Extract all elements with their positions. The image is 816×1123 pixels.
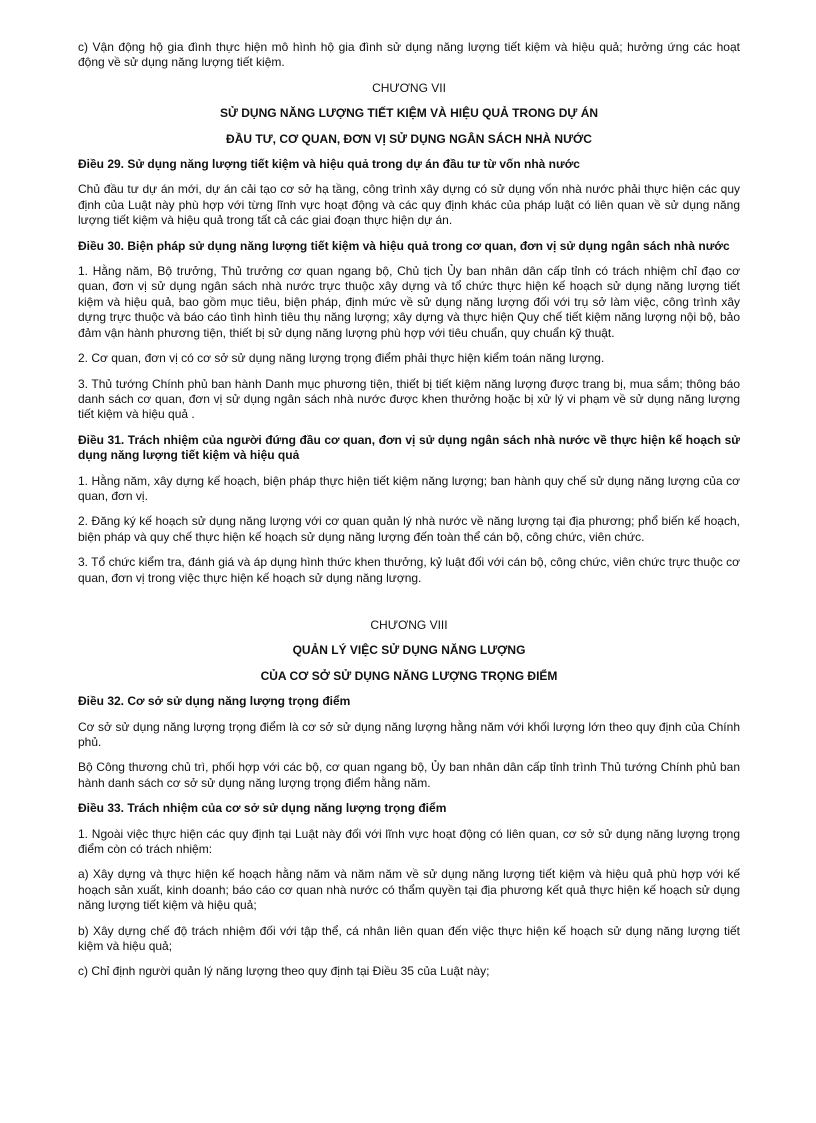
chapter-vii-title-line1: SỬ DỤNG NĂNG LƯỢNG TIẾT KIỆM VÀ HIỆU QUẢ TRONG DỰ ÁN: [219, 106, 599, 121]
article-29-paragraph: Chủ đầu tư dự án mới, dự án cải tạo cơ sở hạ tầng, công trình xây dựng có sử dụng vốn nhà nước phải thực hiện các quy định của Luật này phù hợp với từng lĩnh vực hoạt động và các quy định khác của pháp luật có liên quan về sử dụng năng lượng tiết kiệm và hiệu quả trong tất cả các giai đoạn thực hiện dự án.: [78, 182, 740, 228]
article-31-clause-1: 1. Hằng năm, xây dựng kế hoạch, biện pháp thực hiện tiết kiệm năng lượng; ban hành quy chế sử dụng năng lượng của cơ quan, đơn vị.: [78, 473, 740, 503]
article-30-clause-1: 1. Hằng năm, Bộ trưởng, Thủ trưởng cơ quan ngang bộ, Chủ tịch Ủy ban nhân dân cấp tỉnh có trách nhiệm chỉ đạo cơ quan, đơn vị sử dụng ngân sách nhà nước trực thuộc xây dựng và tổ chức thực hiện kế hoạch sử dụng năng lượng tiết kiệm và hiệu quả, bao gồm mục tiêu, biện pháp, định mức về sử dụng năng lượng đối với trụ sở làm việc, công trình xây dựng trực thuộc và báo cáo tình hình tiêu thụ năng lượng; xây dựng và thực hiện Quy chế tiết kiệm năng lượng nội bộ, bảo đảm vận hành phương tiện, thiết bị sử dụng năng lượng phù hợp với tiêu chuẩn, quy chuẩn kỹ thuật.: [78, 264, 740, 340]
article-33-heading: Điều 33. Trách nhiệm của cơ sở sử dụng năng lượng trọng điểm: [78, 801, 447, 816]
article-33-point-b: b) Xây dựng chế độ trách nhiệm đối với tập thể, cá nhân liên quan đến việc thực hiện kế hoạch sử dụng năng lượng tiết kiệm và hiệu quả;: [78, 923, 740, 954]
article-32-paragraph-1: Cơ sở sử dụng năng lượng trọng điểm là cơ sở sử dụng năng lượng hằng năm với khối lượng lớn theo quy định của Chính phủ.: [78, 719, 740, 749]
article-32-heading: Điều 32. Cơ sở sử dụng năng lượng trọng điểm: [78, 694, 351, 709]
article-33-point-c: c) Chỉ định người quản lý năng lượng theo quy định tại Điều 35 của Luật này;: [78, 964, 490, 979]
article-31-clause-3: 3. Tổ chức kiểm tra, đánh giá và áp dụng hình thức khen thưởng, kỷ luật đối với cán bộ, công chức, viên chức trực thuộc cơ quan, đơn vị trong việc thực hiện kế hoạch sử dụng năng lượng.: [78, 555, 740, 585]
article-33-point-a: a) Xây dựng và thực hiện kế hoạch hằng năm và năm năm về sử dụng năng lượng tiết kiệm và hiệu quả phù hợp với kế hoạch sản xuất, kinh doanh; báo cáo cơ quan nhà nước có thẩm quyền tại địa phương kết quả thực hiện kế hoạch sử dụng năng lượng tiết kiệm và hiệu quả;: [78, 867, 740, 913]
article-30-heading: Điều 30. Biện pháp sử dụng năng lượng tiết kiệm và hiệu quả trong cơ quan, đơn vị sử dụng ngân sách nhà nước: [78, 238, 730, 253]
article-30-clause-3: 3. Thủ tướng Chính phủ ban hành Danh mục phương tiện, thiết bị tiết kiệm năng lượng được trang bị, mua sắm; thông báo danh sách cơ quan, đơn vị sử dụng ngân sách nhà nước được khen thưởng hoặc bị xử lý vi phạm về sử dụng năng lượng tiết kiệm và hiệu quả .: [78, 376, 740, 422]
article-31-clause-2: 2. Đăng ký kế hoạch sử dụng năng lượng với cơ quan quản lý nhà nước về năng lượng tại địa phương; phổ biến kế hoạch, biện pháp và quy chế thực hiện kế hoạch sử dụng năng lượng đến toàn thể cán bộ, công chức, viên chức.: [78, 514, 740, 544]
intro-paragraph: c) Vận động hộ gia đình thực hiện mô hình hộ gia đình sử dụng năng lượng tiết kiệm và hiệu quả; hưởng ứng các hoạt động về sử dụng năng lượng tiết kiệm.: [78, 40, 740, 70]
section-spacer: [78, 596, 740, 618]
chapter-viii-title-line1: QUẢN LÝ VIỆC SỬ DỤNG NĂNG LƯỢNG: [292, 643, 526, 658]
article-32-paragraph-2: Bộ Công thương chủ trì, phối hợp với các bộ, cơ quan ngang bộ, Ủy ban nhân dân cấp tỉnh trình Thủ tướng Chính phủ ban hành danh sách cơ sở sử dụng năng lượng trọng điểm hằng năm.: [78, 760, 740, 790]
article-31-heading: Điều 31. Trách nhiệm của người đứng đầu cơ quan, đơn vị sử dụng ngân sách nhà nước về thực hiện kế hoạch sử dụng năng lượng tiết kiệm và hiệu quả: [78, 432, 740, 463]
chapter-vii-title-line2: ĐẦU TƯ, CƠ QUAN, ĐƠN VỊ SỬ DỤNG NGÂN SÁCH NHÀ NƯỚC: [226, 131, 592, 146]
article-30-clause-2: 2. Cơ quan, đơn vị có cơ sở sử dụng năng lượng trọng điểm phải thực hiện kiểm toán năng lượng.: [78, 351, 605, 366]
chapter-vii-label: CHƯƠNG VII: [372, 80, 446, 95]
chapter-viii-label: CHƯƠNG VIII: [370, 617, 448, 632]
document-page: [78, 40, 740, 990]
article-33-clause-1: 1. Ngoài việc thực hiện các quy định tại Luật này đối với lĩnh vực hoạt động có liên quan, cơ sở sử dụng năng lượng trọng điểm còn có trách nhiệm:: [78, 826, 740, 857]
chapter-viii-title-line2: CỦA CƠ SỞ SỬ DỤNG NĂNG LƯỢNG TRỌNG ĐIỂM: [260, 668, 558, 683]
article-29-heading: Điều 29. Sử dụng năng lượng tiết kiệm và hiệu quả trong dự án đầu tư từ vốn nhà nước: [78, 157, 580, 172]
